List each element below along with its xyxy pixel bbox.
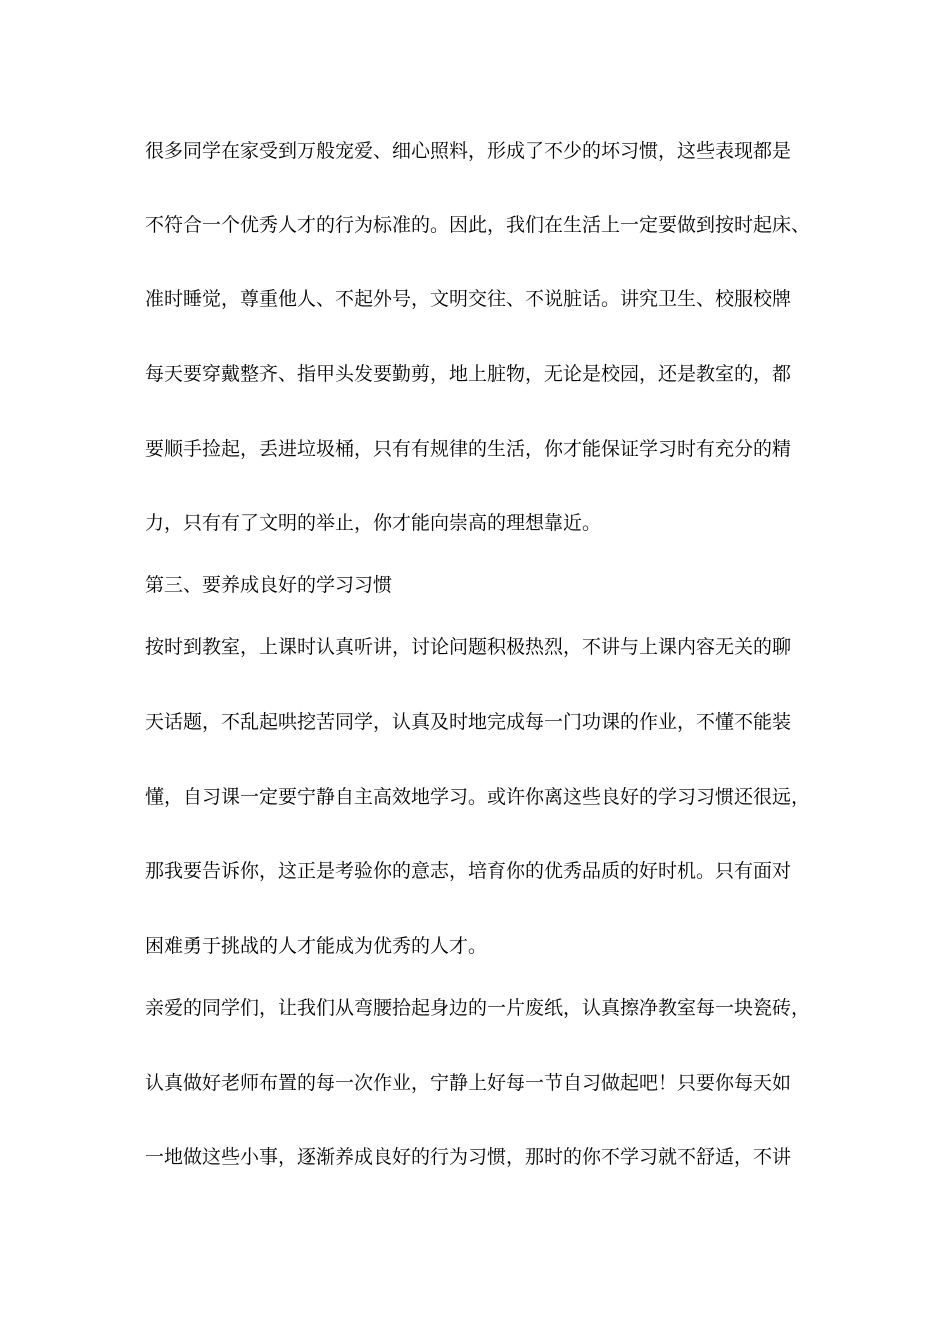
paragraph-line: 天话题，不乱起哄挖苦同学，认真及时地完成每一门功课的作业，不懂不能装 (145, 711, 792, 733)
paragraph-line: 要顺手捡起，丢进垃圾桶，只有有规律的生活，你才能保证学习时有充分的精 (145, 438, 792, 460)
paragraph-line: 不符合一个优秀人才的行为标准的。因此，我们在生活上一定要做到按时起床、 (145, 214, 811, 236)
paragraph-line: 那我要告诉你，这正是考验你的意志，培育你的优秀品质的好时机。只有面对 (145, 860, 792, 882)
paragraph-line: 认真做好老师布置的每一次作业，宁静上好每一节自习做起吧！只要你每天如 (145, 1072, 792, 1094)
paragraph-line: 力，只有有了文明的举止，你才能向崇高的理想靠近。 (145, 512, 602, 534)
paragraph-line: 困难勇于挑战的人才能成为优秀的人才。 (145, 935, 488, 957)
paragraph-line: 按时到教室，上课时认真听讲，讨论问题积极热烈，不讲与上课内容无关的聊 (145, 636, 792, 658)
paragraph-line: 很多同学在家受到万般宠爱、细心照料，形成了不少的坏习惯，这些表现都是 (145, 140, 792, 162)
paragraph-line: 一地做这些小事，逐渐养成良好的行为习惯，那时的你不学习就不舒适，不讲 (145, 1146, 792, 1168)
paragraph-line: 每天要穿戴整齐、指甲头发要勤剪，地上脏物，无论是校园，还是教室的，都 (145, 363, 792, 385)
section-heading: 第三、要养成良好的学习习惯 (145, 574, 393, 596)
paragraph-line: 亲爱的同学们，让我们从弯腰拾起身边的一片废纸，认真擦净教室每一块瓷砖， (145, 997, 811, 1019)
paragraph-line: 懂，自习课一定要宁静自主高效地学习。或许你离这些良好的学习习惯还很远， (145, 786, 811, 808)
paragraph-line: 准时睡觉，尊重他人、不起外号，文明交往、不说脏话。讲究卫生、校服校牌 (145, 288, 792, 310)
